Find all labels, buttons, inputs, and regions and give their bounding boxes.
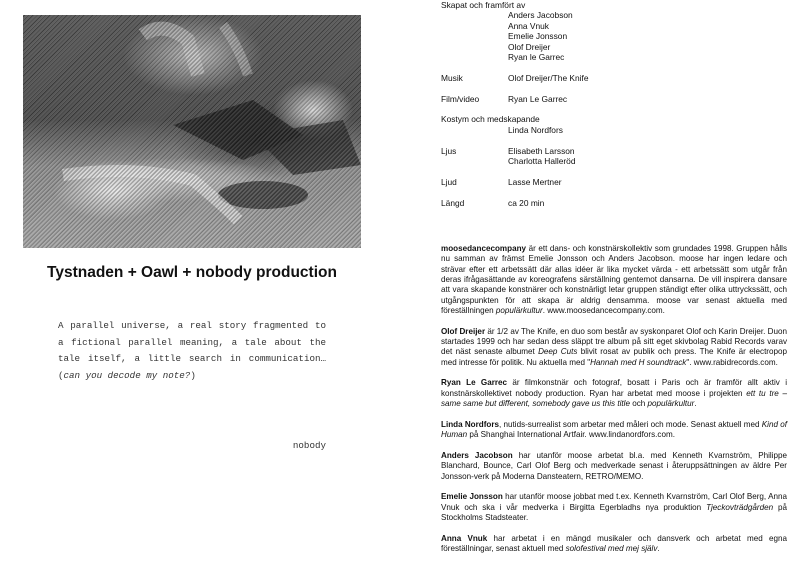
bio-name: Linda Nordfors bbox=[441, 419, 500, 429]
credit-value-film: Ryan Le Garrec bbox=[508, 93, 568, 104]
bio-italic: populärkultur bbox=[495, 306, 543, 316]
credit-name: Anna Vnuk bbox=[508, 20, 549, 31]
credits-list bbox=[441, 0, 741, 218]
credit-name: Olof Dreijer bbox=[508, 41, 551, 52]
credit-value-length: ca 20 min bbox=[508, 197, 545, 208]
credit-value-light: Elisabeth Larsson bbox=[508, 145, 575, 156]
credit-length bbox=[441, 198, 741, 208]
bio-italic: ett tu tre – same same but different, somebody gave us this title bbox=[441, 388, 787, 409]
bio-name: Ryan Le Garrec bbox=[441, 378, 508, 388]
bio-anders-jacobson bbox=[441, 451, 787, 482]
bio-italic: Deep Cuts bbox=[538, 347, 578, 357]
credit-value-music: Olof Dreijer/The Knife bbox=[508, 72, 589, 83]
poem-text-italic: can you decode my note? bbox=[63, 369, 191, 381]
bio-text: på Shanghai International Artfair. www.lindanordfors.com. bbox=[467, 430, 675, 440]
credit-label-film: Film/video bbox=[441, 93, 480, 104]
bio-text: . bbox=[657, 543, 660, 553]
bio-emelie-jonsson bbox=[441, 492, 787, 523]
bio-name: Anders Jacobson bbox=[441, 450, 513, 460]
credit-value-costume: Linda Nordfors bbox=[508, 124, 563, 135]
bio-text: är ett dans- och konstnärskollektiv som grundades 1998. Gruppen hålls nu samman av främst Emelie Jonsson och Anders Jacobson. moose har ingen ledare och strävar efter ett arbetssätt där allas idéer är lika mycket värda - ett arbetssätt som utgår från deras ifrågasättande av koreografens särställning gentemot dansarna. De vill inspirera dansare att vara skapande konstnärer och konstnärligt letar gruppen ständigt efter olika uttryckssätt, och utgångspunkten för att skapa är aldrig densamma. moose var senast aktuella med föreställningen bbox=[441, 244, 787, 316]
bio-text: har utanför moose jobbat med t.ex. Kenneth Kvarnström, Carl Olof Berg, Anna Vnuk och ska i vår medverka i Birgitta Egerbladhs nya produktion bbox=[441, 492, 788, 512]
bio-text: . bbox=[694, 399, 697, 409]
bio-italic: Hannah med H soundtrack bbox=[590, 357, 687, 367]
bio-text: och bbox=[629, 399, 648, 409]
poem-text bbox=[58, 318, 326, 384]
credit-name: Ryan le Garrec bbox=[508, 52, 565, 63]
bio-text: är filmkonstnär och fotograf, bosatt i Paris och är framför allt aktiv i konstnärskollektivet nobody production. Ryan har arbetat med moose i projekten bbox=[441, 378, 787, 398]
bio-ryan-le-garrec bbox=[441, 378, 787, 409]
credit-label-created: Skapat och framfört av bbox=[441, 0, 526, 10]
bio-italic: Tjeckovträdgården bbox=[706, 502, 774, 512]
credit-label-light: Ljus bbox=[441, 145, 457, 156]
bio-text: blivit rosat av publik och press. The Knife är electropop med intresse för politik. Nu aktuella med " bbox=[441, 347, 788, 367]
bio-text: . www.moosedancecompany.com. bbox=[542, 306, 665, 316]
bio-anna-vnuk bbox=[441, 534, 787, 555]
halftone-overlay bbox=[23, 15, 361, 248]
bio-name: Olof Dreijer bbox=[441, 326, 486, 336]
credit-label-costume: Kostym och medskapande bbox=[441, 114, 540, 125]
credit-sound bbox=[441, 177, 741, 187]
poem-text-main: A parallel universe, a real story fragmented to a fictional parallel meaning, a tale about the tale itself, a little search in communication… ( bbox=[58, 320, 326, 381]
bio-italic: Kind of Human bbox=[441, 419, 787, 440]
bio-text: ". www.rabidrecords.com. bbox=[686, 357, 778, 367]
bio-text: på Stockholms Stadsteater. bbox=[441, 502, 787, 522]
credit-value-sound: Lasse Mertner bbox=[508, 176, 562, 187]
credit-film bbox=[441, 94, 741, 104]
credit-name: Anders Jacobson bbox=[508, 10, 573, 21]
bio-text: är 1/2 av The Knife, en duo som består av syskonparet Olof och Karin Dreijer. Duon startades 1999 och har sedan dess släppt tre album på sitt eget skivbolag Rabid Records varav det näst senaste albumet bbox=[441, 326, 787, 357]
poem-text-end: ) bbox=[190, 369, 196, 381]
credit-name: Emelie Jonsson bbox=[508, 31, 568, 42]
bios bbox=[441, 244, 787, 565]
bio-text: har utanför moose arbetat bl.a. med Kenneth Kvarnström, Philippe Blanchard, Bounce, Carl Olof Berg och medverkade senast i återuppsättningen av äldre Per Jonsson-verk på Moderna Dansteatern, RETRO/MEMO. bbox=[441, 450, 787, 481]
credit-costume bbox=[441, 114, 741, 135]
credit-value-light: Charlotta Halleröd bbox=[508, 156, 576, 167]
credit-music bbox=[441, 73, 741, 83]
production-title: Tystnaden + Oawl + nobody production bbox=[47, 264, 337, 281]
credit-label-sound: Ljud bbox=[441, 176, 457, 187]
bio-name: Emelie Jonsson bbox=[441, 492, 503, 502]
bio-text: har arbetat i en mängd musikaler och dansverk och arbetat med egna föreställningar, senast aktuell med bbox=[441, 533, 787, 553]
credit-label-length: Längd bbox=[441, 197, 465, 208]
signature: nobody bbox=[292, 440, 326, 451]
bio-italic: solofestival med mej själv bbox=[565, 543, 658, 553]
bio-olof-dreijer bbox=[441, 327, 787, 368]
performance-photo bbox=[23, 15, 361, 248]
bio-linda-nordfors bbox=[441, 420, 787, 441]
bio-text: , nutids-surrealist som arbetar med måleri och mode. Senast aktuell med bbox=[499, 419, 762, 429]
bio-name: moosedancecompany bbox=[441, 244, 527, 253]
bio-italic: populärkultur bbox=[647, 399, 695, 409]
credit-created bbox=[441, 0, 741, 62]
credit-label-music: Musik bbox=[441, 72, 463, 83]
bio-name: Anna Vnuk bbox=[441, 533, 488, 543]
bio-moosedancecompany bbox=[441, 244, 787, 316]
credit-light bbox=[441, 146, 741, 167]
